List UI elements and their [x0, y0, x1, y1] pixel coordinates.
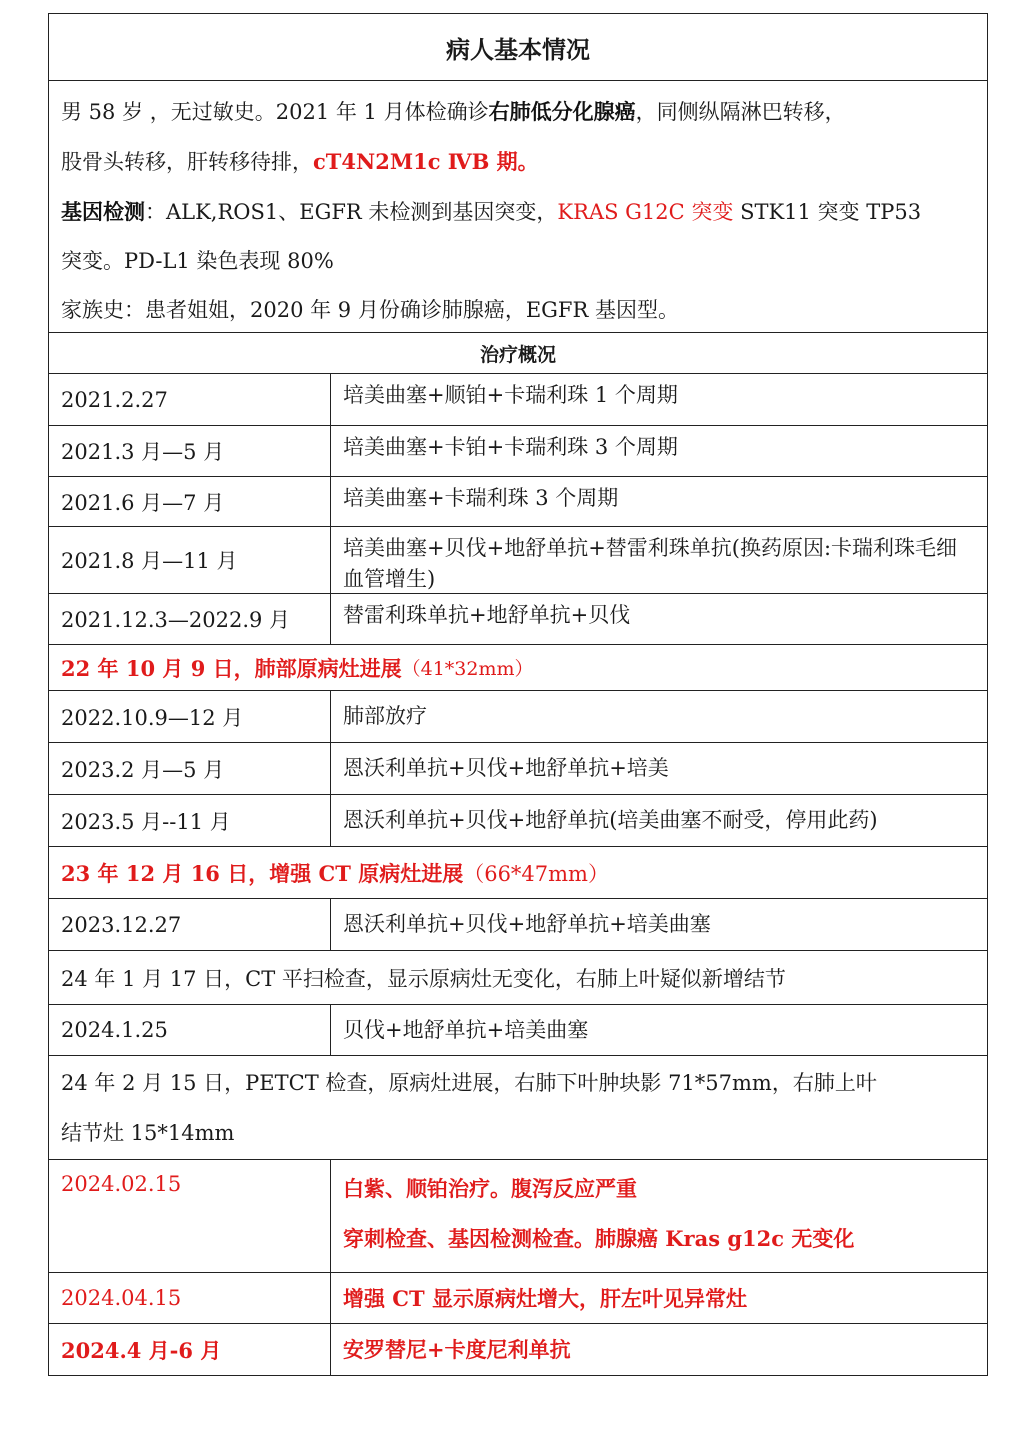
gene-line-1 [61, 187, 975, 237]
biopsy-line: 穿刺检查、基因检测检查。肺腺癌 Kras g12c 无变化 [343, 1226, 855, 1251]
row-date: 2021.3 月—5 月 [49, 426, 331, 476]
table-title: 病人基本情况 [446, 34, 590, 64]
table-row [49, 476, 987, 526]
gene-label: 基因检测 [61, 199, 145, 224]
treatment-line: 白紫、顺铂治疗。腹泻反应严重 [343, 1176, 637, 1201]
row-date: 2023.2 月—5 月 [49, 743, 331, 794]
row-content: 恩沃利单抗+贝伐+地舒单抗+培美曲塞 [343, 912, 711, 936]
table-row [49, 898, 987, 950]
date-text: 2024.4 月-6 月 [61, 1337, 222, 1363]
table-row [49, 1323, 987, 1375]
event-text: 22 年 10 月 9 日，肺部原病灶进展 [61, 655, 402, 681]
summary-line-1 [61, 87, 975, 137]
diagnosis-text: 右肺低分化腺癌 [488, 99, 636, 124]
table-row [49, 1272, 987, 1323]
event-text: 结节灶 15*14mm [61, 1121, 235, 1145]
table-row [49, 373, 987, 425]
row-content: 贝伐+地舒单抗+培美曲塞 [343, 1017, 589, 1042]
row-date [49, 1160, 331, 1272]
table-row [49, 1159, 987, 1272]
summary-text: ，同侧纵隔淋巴转移， [635, 100, 846, 124]
summary-line-2 [61, 137, 975, 187]
event-text: 24 年 2 月 15 日，PETCT 检查，原病灶进展，右肺下叶肿块影 71*57mm，右肺上叶 [61, 1071, 877, 1095]
row-date: 2023.5 月--11 月 [49, 795, 331, 846]
date-text: 2024.04.15 [61, 1286, 182, 1310]
row-content: 增强 CT 显示原病灶增大，肝左叶见异常灶 [343, 1285, 747, 1311]
row-date [49, 1324, 331, 1375]
table-row [49, 742, 987, 794]
petct-event [49, 1055, 987, 1159]
date-text: 2024.02.15 [61, 1172, 182, 1196]
table-row [49, 593, 987, 644]
event-size: （41*32mm） [401, 658, 534, 680]
kras-mutation: KRAS G12C 突变 [557, 200, 734, 224]
row-content: 肺部放疗 [343, 704, 427, 728]
treatment-subheading: 治疗概况 [49, 332, 987, 373]
family-history: 家族史：患者姐姐，2020 年 9 月份确诊肺腺癌，EGFR 基因型。 [61, 298, 679, 322]
patient-summary [49, 80, 987, 332]
table-row [49, 794, 987, 846]
row-content [331, 1160, 987, 1272]
row-content: 培美曲塞+卡铂+卡瑞利珠 3 个周期 [343, 435, 678, 459]
summary-text: 股骨头转移，肝转移待排， [61, 150, 313, 174]
event-text: 23 年 12 月 16 日，增强 CT 原病灶进展 [61, 860, 464, 886]
row-date: 2024.1.25 [49, 1005, 331, 1055]
row-content: 安罗替尼+卡度尼利单抗 [343, 1337, 571, 1362]
gene-text: STK11 突变 TP53 [733, 200, 922, 224]
progression-event-2 [49, 846, 987, 898]
gene-line-2: 突变。PD-L1 染色表现 80% [61, 249, 334, 273]
row-content: 培美曲塞+顺铂+卡瑞利珠 1 个周期 [343, 383, 678, 407]
table-row [49, 526, 987, 593]
table-row [49, 690, 987, 742]
row-date: 2021.6 月—7 月 [49, 477, 331, 526]
stage-text: cT4N2M1c ⅣB 期。 [313, 149, 539, 174]
row-content: 恩沃利单抗+贝伐+地舒单抗(培美曲塞不耐受，停用此药) [343, 808, 878, 832]
table-row [49, 1004, 987, 1055]
row-content: 恩沃利单抗+贝伐+地舒单抗+培美 [343, 756, 669, 780]
row-date: 2021.2.27 [49, 374, 331, 425]
table-row [49, 425, 987, 476]
event-text: 24 年 1 月 17 日，CT 平扫检查，显示原病灶无变化，右肺上叶疑似新增结节 [61, 966, 786, 991]
event-size: （66*47mm） [463, 861, 609, 886]
progression-event-1 [49, 644, 987, 690]
row-date: 2021.8 月—11 月 [49, 527, 331, 593]
row-content: 替雷利珠单抗+地舒单抗+贝伐 [343, 603, 631, 627]
gene-text: ：ALK,ROS1、EGFR 未检测到基因突变， [145, 200, 558, 224]
row-date [49, 1273, 331, 1323]
row-date: 2022.10.9—12 月 [49, 691, 331, 742]
row-content: 培美曲塞+贝伐+地舒单抗+替雷利珠单抗(换药原因:卡瑞利珠毛细血管增生) [343, 536, 958, 591]
row-date: 2021.12.3—2022.9 月 [49, 594, 331, 644]
summary-text: 男 58 岁 ，无过敏史。2021 年 1 月体检确诊 [61, 100, 489, 124]
row-content: 培美曲塞+卡瑞利珠 3 个周期 [343, 486, 619, 510]
ct-event [49, 950, 987, 1004]
row-date: 2023.12.27 [49, 899, 331, 950]
patient-table [48, 13, 988, 1376]
